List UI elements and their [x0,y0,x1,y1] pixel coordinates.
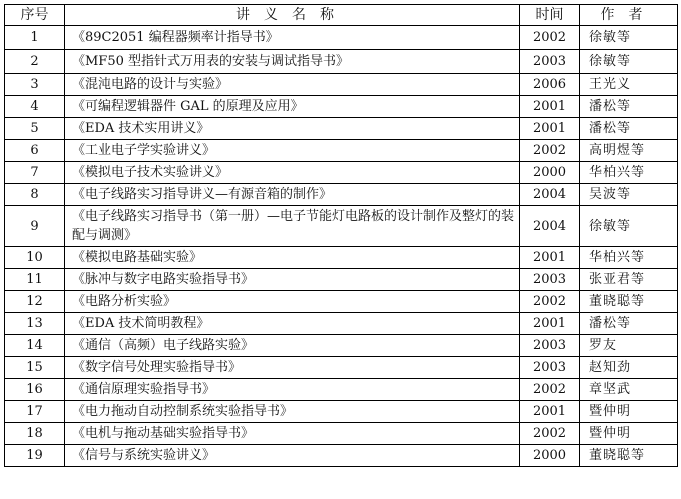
row-year: 2002 [520,423,580,445]
row-number: 7 [5,162,65,184]
row-number: 17 [5,401,65,423]
table-row [5,379,678,401]
row-year: 2003 [520,269,580,291]
table-row [5,247,678,269]
row-author: 徐敏等 [580,26,678,50]
row-author: 吴波等 [580,184,678,206]
table-row [5,118,678,140]
row-author: 高明煜等 [580,140,678,162]
row-title: 《89C2051 编程器频率计指导书》 [65,26,520,50]
row-author: 罗友 [580,335,678,357]
row-author: 徐敏等 [580,206,678,247]
row-author: 暨仲明 [580,401,678,423]
row-title: 《模拟电子技术实验讲义》 [65,162,520,184]
row-title: 《混沌电路的设计与实验》 [65,74,520,96]
table-row [5,50,678,74]
row-author: 董晓聪等 [580,291,678,313]
row-title: 《电子线路实习指导书（第一册）—电子节能灯电路板的设计制作及整灯的装配与调测》 [65,206,520,247]
row-year: 2000 [520,162,580,184]
row-number: 11 [5,269,65,291]
table-row [5,423,678,445]
row-number: 8 [5,184,65,206]
row-author: 徐敏等 [580,50,678,74]
row-author: 潘松等 [580,118,678,140]
table-row [5,291,678,313]
header-number: 序号 [5,5,65,26]
row-title: 《电力拖动自动控制系统实验指导书》 [65,401,520,423]
table-row [5,357,678,379]
row-year: 2002 [520,379,580,401]
table-row [5,96,678,118]
row-number: 5 [5,118,65,140]
row-year: 2002 [520,140,580,162]
header-title: 讲义名称 [65,5,520,26]
table-row [5,401,678,423]
row-author: 王光义 [580,74,678,96]
table-row [5,26,678,50]
row-author: 张亚君等 [580,269,678,291]
header-year: 时间 [520,5,580,26]
row-year: 2001 [520,313,580,335]
row-number: 6 [5,140,65,162]
row-title: 《MF50 型指针式万用表的安装与调试指导书》 [65,50,520,74]
row-author: 潘松等 [580,96,678,118]
lecture-notes-table [4,4,678,467]
row-number: 14 [5,335,65,357]
row-author: 赵知劲 [580,357,678,379]
row-year: 2002 [520,26,580,50]
row-title: 《数字信号处理实验指导书》 [65,357,520,379]
row-title: 《电机与拖动基础实验指导书》 [65,423,520,445]
table-row [5,445,678,467]
row-year: 2004 [520,206,580,247]
row-number: 2 [5,50,65,74]
table-row [5,269,678,291]
row-year: 2001 [520,118,580,140]
row-year: 2004 [520,184,580,206]
row-title: 《信号与系统实验讲义》 [65,445,520,467]
row-number: 1 [5,26,65,50]
row-year: 2006 [520,74,580,96]
table-row [5,184,678,206]
row-author: 暨仲明 [580,423,678,445]
row-title: 《模拟电路基础实验》 [65,247,520,269]
table-row [5,74,678,96]
table-row [5,206,678,247]
row-number: 16 [5,379,65,401]
row-number: 18 [5,423,65,445]
row-title: 《通信（高频）电子线路实验》 [65,335,520,357]
row-year: 2001 [520,96,580,118]
row-title: 《工业电子学实验讲义》 [65,140,520,162]
row-year: 2003 [520,50,580,74]
row-author: 章坚武 [580,379,678,401]
row-title: 《脉冲与数字电路实验指导书》 [65,269,520,291]
row-title: 《通信原理实验指导书》 [65,379,520,401]
row-year: 2000 [520,445,580,467]
row-title: 《可编程逻辑器件 GAL 的原理及应用》 [65,96,520,118]
table-header-row [5,5,678,26]
row-author: 华柏兴等 [580,247,678,269]
row-author: 董晓聪等 [580,445,678,467]
table-row [5,140,678,162]
row-author: 华柏兴等 [580,162,678,184]
row-number: 12 [5,291,65,313]
row-year: 2001 [520,247,580,269]
row-author: 潘松等 [580,313,678,335]
row-number: 13 [5,313,65,335]
row-number: 19 [5,445,65,467]
row-number: 9 [5,206,65,247]
table-row [5,313,678,335]
row-title: 《EDA 技术简明教程》 [65,313,520,335]
row-year: 2001 [520,401,580,423]
table-row [5,162,678,184]
row-year: 2003 [520,357,580,379]
row-year: 2002 [520,291,580,313]
row-title: 《EDA 技术实用讲义》 [65,118,520,140]
row-title: 《电路分析实验》 [65,291,520,313]
row-year: 2003 [520,335,580,357]
row-title: 《电子线路实习指导讲义—有源音箱的制作》 [65,184,520,206]
row-number: 15 [5,357,65,379]
header-author: 作者 [580,5,678,26]
row-number: 4 [5,96,65,118]
row-number: 3 [5,74,65,96]
table-row [5,335,678,357]
row-number: 10 [5,247,65,269]
